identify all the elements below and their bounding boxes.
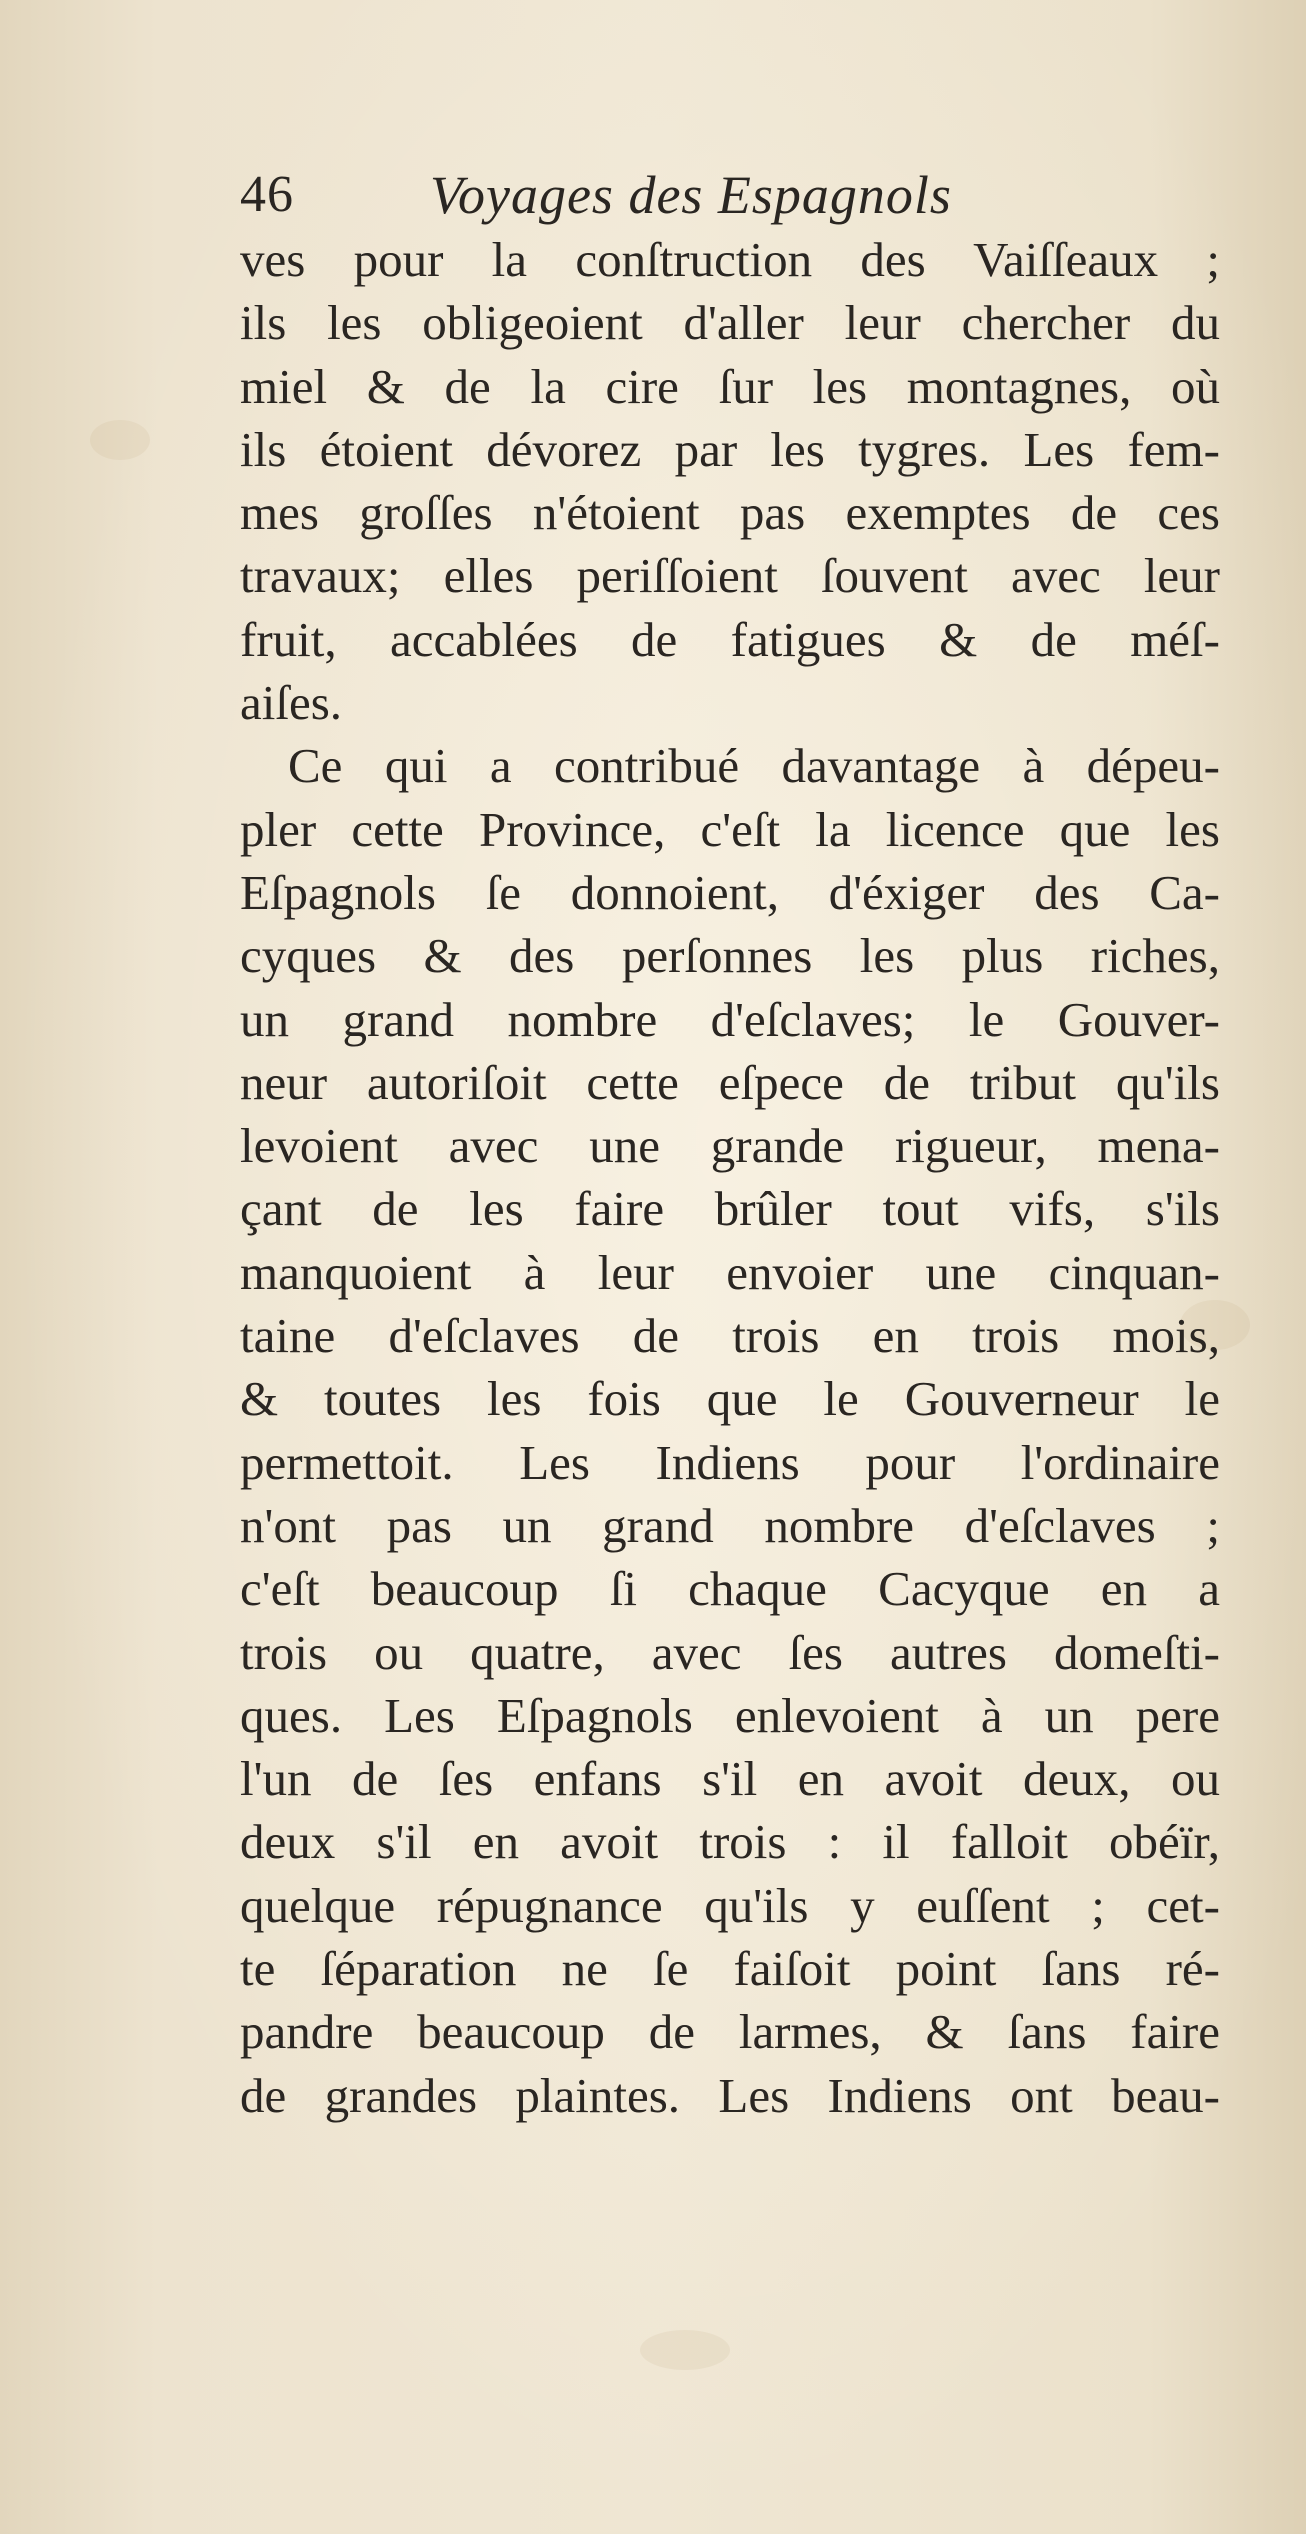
text-line: ils les obligeoient d'aller leur chercher du [240, 295, 1220, 351]
text-line: pler cette Province, c'eſt la licence que les [240, 801, 1220, 857]
text-line: ves pour la conſtruction des Vaiſſeaux ; [240, 232, 1220, 287]
text-line: ques. Les Eſpagnols enlevoient à un pere [240, 1687, 1220, 1743]
text-line: l'un de ſes enfans s'il en avoit deux, ou [240, 1751, 1220, 1807]
text-line: de grandes plaintes. Les Indiens ont beau- [240, 2067, 1220, 2123]
text-line: neur autoriſoit cette eſpece de tribut qu'ils [240, 1054, 1220, 1110]
text-line: çant de les faire brûler tout vifs, s'ils [240, 1181, 1220, 1237]
text-line: aiſes. [240, 675, 343, 731]
text-line: Ce qui a contribué davantage à dépeu- [288, 738, 1220, 794]
paper-stain [90, 420, 150, 460]
text-line: n'ont pas un grand nombre d'eſclaves ; [240, 1497, 1220, 1553]
text-line: mes groſſes n'étoient pas exemptes de ces [240, 485, 1220, 541]
text-line: permettoit. Les Indiens pour l'ordinaire [240, 1434, 1220, 1490]
text-line: travaux; elles periſſoient ſouvent avec leur [240, 548, 1220, 604]
page-number: 46 [240, 166, 294, 223]
text-line: miel & de la cire ſur les montagnes, où [240, 358, 1220, 414]
text-line: pandre beaucoup de larmes, & ſans faire [240, 2004, 1220, 2060]
text-line: cyques & des perſonnes les plus riches, [240, 928, 1220, 984]
text-line: ils étoient dévorez par les tygres. Les fem- [240, 421, 1220, 477]
text-line: manquoient à leur envoier une cinquan- [240, 1244, 1220, 1300]
text-line: trois ou quatre, avec ſes autres domeſti- [240, 1624, 1220, 1680]
text-line: quelque répugnance qu'ils y euſſent ; cet- [240, 1877, 1220, 1933]
text-line: un grand nombre d'eſclaves; le Gouver- [240, 991, 1220, 1047]
text-line: fruit, accablées de fatigues & de méſ- [240, 611, 1220, 667]
text-line: deux s'il en avoit trois : il falloit obéïr, [240, 1814, 1220, 1870]
running-title: Voyages des Espagnols [430, 165, 952, 225]
text-line: c'eſt beaucoup ſi chaque Cacyque en a [240, 1561, 1220, 1617]
text-line: Eſpagnols ſe donnoient, d'éxiger des Ca- [240, 864, 1220, 920]
body-text [240, 228, 1240, 2127]
text-line: levoient avec une grande rigueur, mena- [240, 1118, 1220, 1174]
running-head [240, 160, 1060, 230]
text-line: & toutes les fois que le Gouverneur le [240, 1371, 1220, 1427]
paper-stain [640, 2330, 730, 2370]
text-line: taine d'eſclaves de trois en trois mois, [240, 1308, 1220, 1364]
text-line: te ſéparation ne ſe faiſoit point ſans ré- [240, 1941, 1220, 1997]
